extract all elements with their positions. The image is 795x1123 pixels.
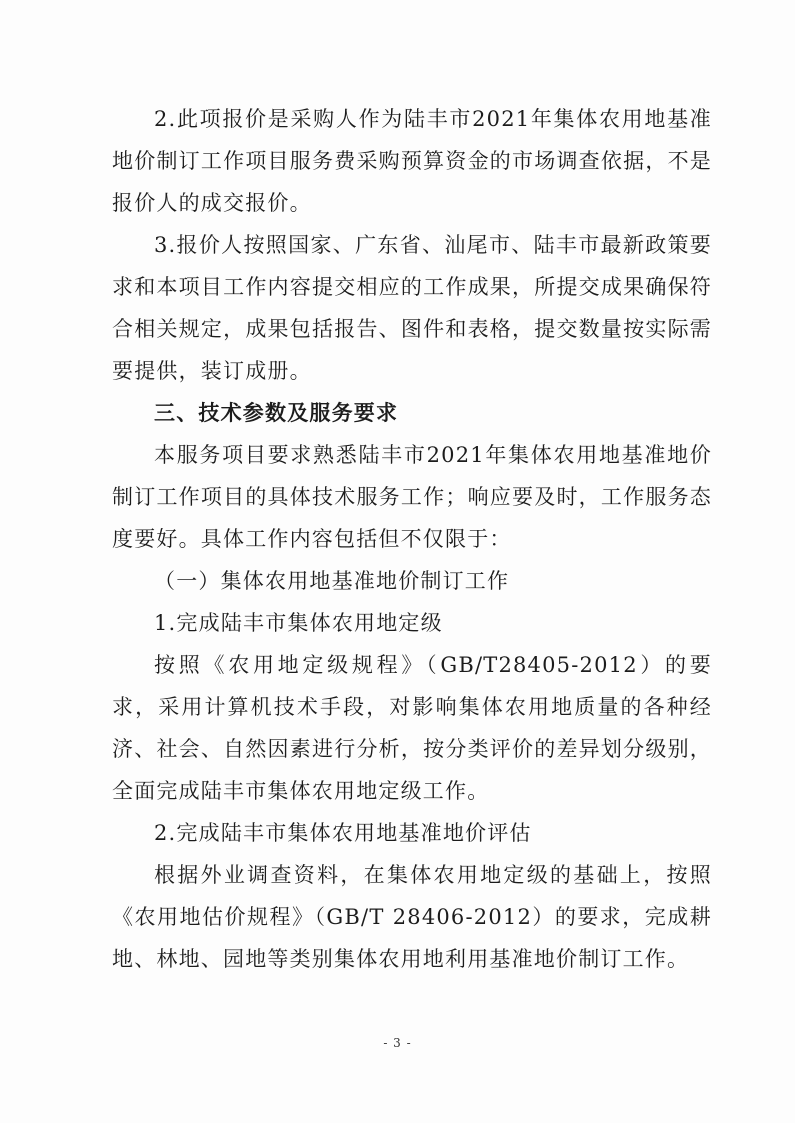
subsection-heading-benchmark-price: （一）集体农用地基准地价制订工作 xyxy=(154,569,510,593)
paragraph-deliverables: 3.报价人按照国家、广东省、汕尾市、陆丰市最新政策要求和本项目工作内容提交相应的工作成果，所提交成果确保符合相关规定，成果包括报告、图件和表格，提交数量按实际需要提供，装订成册。 xyxy=(112,233,712,383)
item-heading-grading: 1.完成陆丰市集体农用地定级 xyxy=(154,611,443,635)
paragraph-service-requirements: 本服务项目要求熟悉陆丰市2021年集体农用地基准地价制订工作项目的具体技术服务工作；响应要及时，工作服务态度要好。具体工作内容包括但不仅限于： xyxy=(112,443,712,551)
document-body xyxy=(112,98,712,980)
section-heading-technical-requirements: 三、技术参数及服务要求 xyxy=(154,401,399,425)
item-heading-valuation: 2.完成陆丰市集体农用地基准地价评估 xyxy=(154,821,532,845)
paragraph-grading-details: 按照《农用地定级规程》（GB/T28405-2012）的要求，采用计算机技术手段，对影响集体农用地质量的各种经济、社会、自然因素进行分析，按分类评价的差异划分级别，全面完成陆丰市集体农用地定级工作。 xyxy=(112,653,712,803)
paragraph-valuation-details: 根据外业调查资料，在集体农用地定级的基础上，按照《农用地估价规程》（GB/T 28406-2012）的要求，完成耕地、林地、园地等类别集体农用地利用基准地价制订工作。 xyxy=(112,863,712,971)
page-number: - 3 - xyxy=(383,1036,412,1050)
paragraph-quote-basis: 2.此项报价是采购人作为陆丰市2021年集体农用地基准地价制订工作项目服务费采购预算资金的市场调查依据，不是报价人的成交报价。 xyxy=(112,107,712,215)
